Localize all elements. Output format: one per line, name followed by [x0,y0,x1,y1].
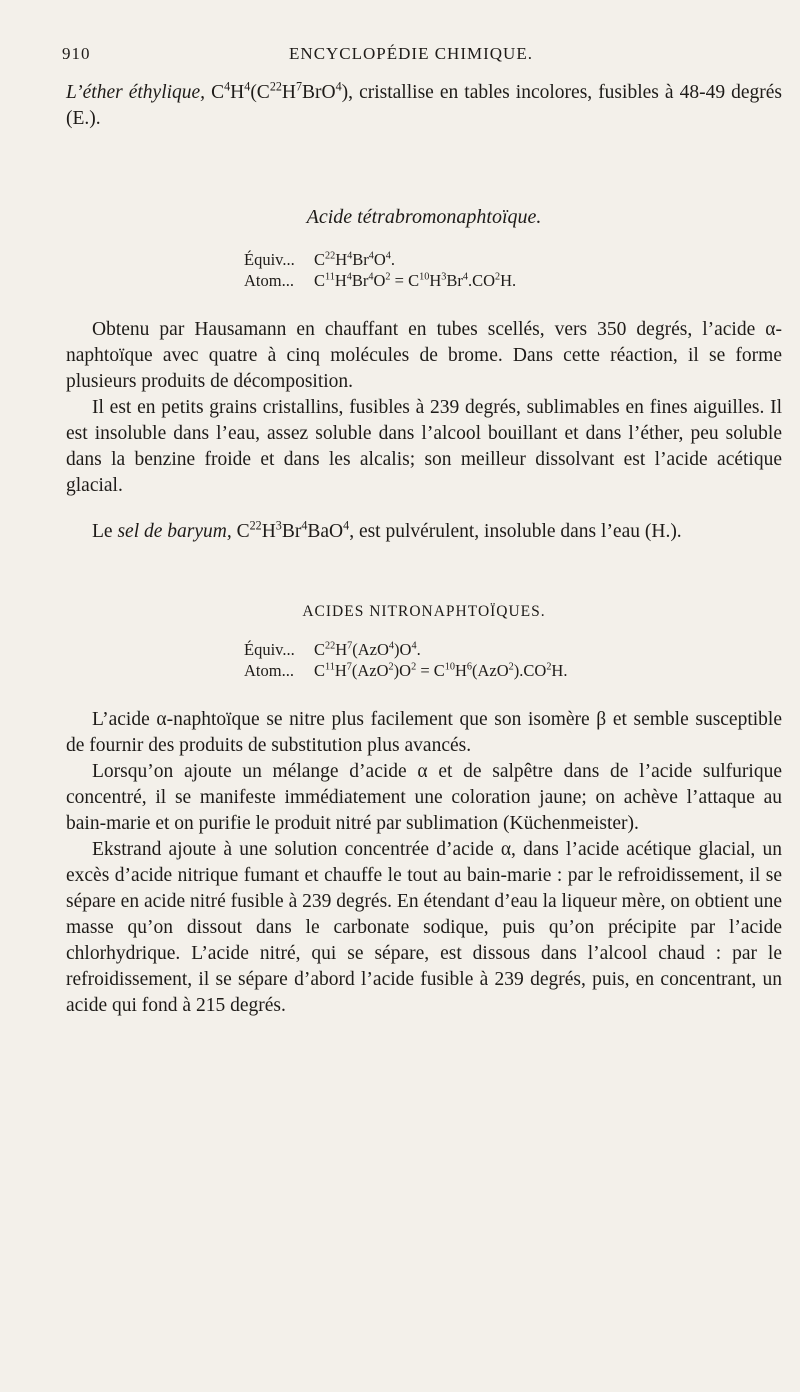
ether-name: L’éther éthylique, [66,82,206,103]
paragraph-salpetre: Lorsqu’on ajoute un mélange d’acide α et de salpêtre dans de l’acide sulfurique concentré, il se manifeste immédiatement une coloration jaune; on achève l’attaque au bain-marie et on purifie le produit nitré par sublimation (Küchenmeister). [66,761,782,834]
formula-equiv-label: Équiv... [244,640,295,659]
formula-block-2 [244,639,782,681]
ether-formula: $C^4H^4(C^{22}H^7BrO^4)$, [211,79,354,103]
formula-equiv-label: Équiv... [244,250,295,269]
paragraph-obtenu: Obtenu par Hausamann en chauffant en tubes scellés, vers 350 degrés, l’acide α-naphtoïque avec quatre à cinq molécules de brome. Dans cette réaction, il se forme plusieurs produits de décomposition. [66,319,782,392]
formula-equiv-row [244,639,782,660]
page-body [66,80,782,1019]
paragraph-nitre: L’acide α-naphtoïque se nitre plus facilement que son isomère β et semble susceptible de fournir des produits de substitution plus avancés. [66,709,782,756]
page-number: 910 [62,44,91,63]
paragraph-sel-baryum: Le sel de baryum, $C^{22}H^3Br^4BaO^4$, est pulvérulent, insoluble dans l’eau (H.). [92,518,682,542]
paragraph-grains: Il est en petits grains cristallins, fusibles à 239 degrés, sublimables en fines aiguilles. Il est insoluble dans l’eau, assez soluble dans l’alcool bouillant et dans l’éther, peu soluble dans la benzine froide et dans les alcalis; son meilleur dissolvant est l’acide acétique glacial. [66,397,782,496]
section-title-tetrabromonaphtoique: Acide tétrabromonaphtoïque. [306,206,542,228]
sel-baryum-name: sel de baryum, [117,521,232,542]
formula-atom-label: Atom... [244,661,294,680]
running-header [62,44,760,68]
formula-equiv: $C^{22}H^7(AzO^4)O^4$. [314,640,421,659]
formula-atom-row [244,660,782,681]
paragraph-ether-ethylique [66,80,782,132]
formula-atom: $C^{11}H^7(AzO^2)O^2 = C^{10}H^6(AzO^2).CO^2H$. [314,661,568,680]
running-title: ENCYCLOPÉDIE CHIMIQUE. [289,44,533,63]
formula-atom-label: Atom... [244,271,294,290]
formula-equiv-row [244,249,782,270]
ether-text: cristallise en tables incolores, fusibles à 48-49 degrés (E.). [66,82,783,129]
paragraph-ekstrand: Ekstrand ajoute à une solution concentrée d’acide α, dans l’acide acétique glacial, un excès d’acide nitrique fumant et chauffe le tout au bain-marie : par le refroidissement, il se sépare en acide nitré fusible à 239 degrés. En étendant d’eau la liqueur mère, on obtient une masse qu’on dissout dans le carbonate sodique, puis qu’on précipite par l’acide chlorhydrique. L’acide nitré, qui se sépare, est dissous dans l’alcool chaud : par le refroidissement, il se sépare d’abord l’acide fusible à 239 degrés, puis, en concentrant, un acide qui fond à 215 degrés. [66,839,782,1016]
section-title-nitronaphtoiques: ACIDES NITRONAPHTOÏQUES. [302,603,546,620]
formula-atom-row [244,270,782,291]
formula-block-1 [244,249,782,291]
formula-equiv: $C^{22}H^4Br^4O^4$. [314,250,396,269]
formula-atom: $C^{11}H^4Br^4O^2 = C^{10}H^3Br^4.CO^2H$. [314,271,517,290]
sel-baryum-formula: $C^{22}H^3Br^4BaO^4$, [231,518,355,542]
